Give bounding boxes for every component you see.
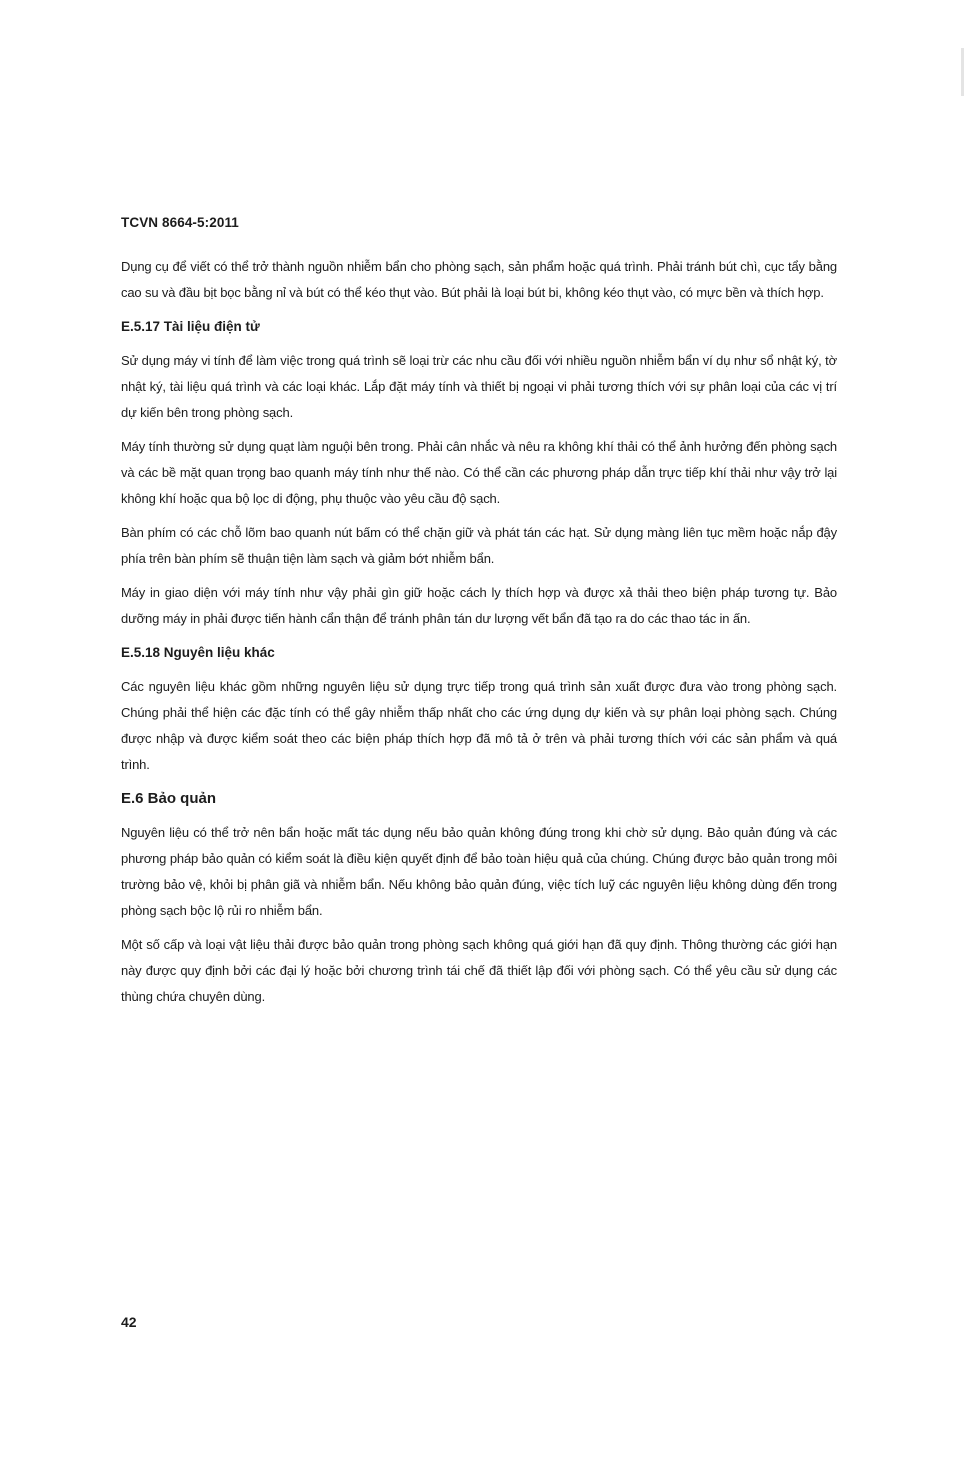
paragraph-writing-tools: Dụng cụ để viết có thể trở thành nguồn nhiễm bẩn cho phòng sạch, sản phẩm hoặc quá trình. Phải tránh bút chì, cục tẩy bằng cao su và đầu bịt bọc bằng nỉ và bút có thể kéo thụt vào. Bút phải là loại bút bi, không kéo thụt vào, có mực bền và thích hợp.: [121, 259, 837, 300]
paragraph-waste-storage: Một số cấp và loại vật liệu thải được bảo quản trong phòng sạch không quá giới hạn đã quy định. Thông thường các giới hạn này được quy định bởi các đại lý hoặc bởi chương trình tái chế đã thiết lập đối với phòng sạch. Có thể yêu cầu sử dụng các thùng chứa chuyên dùng.: [121, 937, 837, 1004]
page-number: 42: [121, 1314, 137, 1330]
section-heading-e-5-17: E.5.17 Tài liệu điện tử: [121, 319, 260, 334]
paragraph-printers: Máy in giao diện với máy tính như vậy phải gìn giữ hoặc cách ly thích hợp và được xả thải theo biện pháp tương tự. Bảo dưỡng máy in phải được tiến hành cẩn thận để tránh phân tán dư lượng vết bẩn đã tạo ra do các thao tác in ấn.: [121, 585, 837, 626]
section-heading-e-5-18: E.5.18 Nguyên liệu khác: [121, 645, 275, 660]
paragraph-other-materials: Các nguyên liệu khác gồm những nguyên liệu sử dụng trực tiếp trong quá trình sản xuất được đưa vào trong phòng sạch. Chúng phải thể hiện các đặc tính có thể gây nhiễm thấp nhất cho các ứng dụng dự kiến và sự phân loại phòng sạch. Chúng được nhập và được kiểm soát theo các biện pháp thích hợp đã mô tả ở trên và phải tương thích với các sản phẩm và quá trình.: [121, 679, 837, 772]
paragraph-storage: Nguyên liệu có thể trở nên bẩn hoặc mất tác dụng nếu bảo quản không đúng trong khi chờ sử dụng. Bảo quản đúng và các phương pháp bảo quản có kiểm soát là điều kiện quyết định để bảo toàn hiệu quả của chúng. Chúng được bảo quản trong môi trường bảo vệ, khỏi bị phân giã và nhiễm bẩn. Nếu không bảo quản đúng, việc tích luỹ các nguyên liệu không dùng đến trong phòng sạch bộc lộ rủi ro nhiễm bẩn.: [121, 825, 837, 918]
standard-header: TCVN 8664-5:2011: [121, 215, 239, 230]
paragraph-keyboards: Bàn phím có các chỗ lõm bao quanh nút bấm có thể chặn giữ và phát tán các hạt. Sử dụng màng liên tục mềm hoặc nắp đậy phía trên bàn phím sẽ thuận tiện làm sạch và giảm bớt nhiễm bẩn.: [121, 525, 837, 566]
paragraph-cooling-fans: Máy tính thường sử dụng quạt làm nguội bên trong. Phải cân nhắc và nêu ra không khí thải có thể ảnh hưởng đến phòng sạch và các bề mặt quan trọng bao quanh máy tính như thế nào. Có thể cần các phương pháp dẫn trực tiếp khí thải như vậy trở lại không khí hoặc qua bộ lọc di động, phụ thuộc vào yêu cầu độ sạch.: [121, 439, 837, 506]
paragraph-computers: Sử dụng máy vi tính để làm việc trong quá trình sẽ loại trừ các nhu cầu đối với nhiều nguồn nhiễm bẩn ví dụ như sổ nhật ký, tờ nhật ký, tài liệu quá trình và các loại khác. Lắp đặt máy tính và thiết bị ngoại vi phải tương thích với sự phân loại của các vị trí dự kiến bên trong phòng sạch.: [121, 353, 837, 420]
document-body: [121, 254, 837, 1018]
section-heading-e-6: E.6 Bảo quản: [121, 790, 217, 807]
